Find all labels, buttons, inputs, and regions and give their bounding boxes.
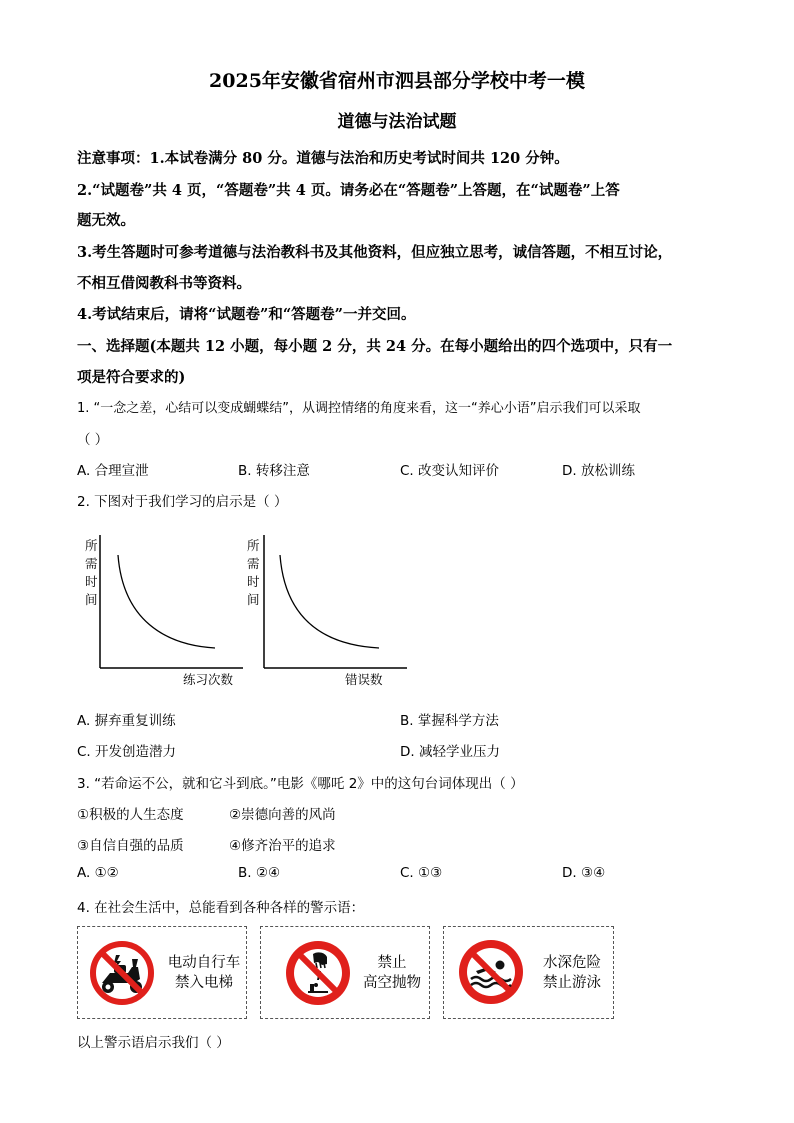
q3-item-4: ④修齐治平的追求 bbox=[229, 838, 336, 854]
graph1-ylabel-3: 时 bbox=[85, 574, 98, 589]
q1-option-c: C. 改变认知评价 bbox=[400, 463, 500, 479]
notes-line-1: 注意事项：1.本试卷满分 80 分。道德与法治和历史考试时间共 120 分钟。 bbox=[77, 150, 569, 167]
q2-option-a: A. 摒弃重复训练 bbox=[77, 713, 176, 729]
q3-option-d: D. ③④ bbox=[562, 865, 606, 881]
sign-no-swimming-line2: 禁止游泳 bbox=[543, 975, 601, 991]
sign-no-ebike-line2: 禁入电梯 bbox=[175, 975, 233, 991]
q1-option-d: D. 放松训练 bbox=[562, 463, 635, 479]
notes-line-4: 3.考生答题时可参考道德与法治教科书及其他资料，但应独立思考，诚信答题，不相互讨论， bbox=[77, 244, 673, 261]
graph1-ylabel-1: 所 bbox=[85, 538, 98, 553]
graph2-ylabel-4: 间 bbox=[247, 592, 260, 607]
sign-no-swimming-line1: 水深危险 bbox=[543, 955, 601, 971]
notes-line-6: 4.考试结束后，请将“试题卷”和“答题卷”一并交回。 bbox=[77, 306, 416, 323]
no-throwing-icon bbox=[283, 938, 353, 1008]
graph2-curve bbox=[280, 555, 379, 648]
graph1-ylabel-4: 间 bbox=[85, 592, 98, 607]
section-heading-line-2: 项是符合要求的) bbox=[77, 369, 186, 386]
graph2-xlabel: 错误数 bbox=[345, 672, 383, 687]
graph1-ylabel-2: 需 bbox=[85, 556, 98, 571]
no-swimming-icon bbox=[456, 937, 526, 1007]
sign-no-ebike-line1: 电动自行车 bbox=[167, 955, 241, 971]
q1-option-a: A. 合理宣泄 bbox=[77, 463, 149, 479]
graph-error-count bbox=[247, 535, 407, 687]
q2-stem: 2. 下图对于我们学习的启示是（ ） bbox=[77, 494, 288, 510]
sign-no-swimming bbox=[443, 926, 614, 1019]
q4-after: 以上警示语启示我们（ ） bbox=[77, 1035, 230, 1051]
notes-line-2: 2.“试题卷”共 4 页，“答题卷”共 4 页。请务必在“答题卷”上答题，在“试题卷”上答 bbox=[77, 182, 620, 199]
q3-item-2: ②崇德向善的风尚 bbox=[229, 807, 336, 823]
sign-no-ebike bbox=[77, 926, 247, 1019]
graph2-ylabel-2: 需 bbox=[247, 556, 260, 571]
q3-item-3: ③自信自强的品质 bbox=[77, 838, 184, 854]
notes-line-3: 题无效。 bbox=[77, 212, 135, 229]
no-ebike-icon bbox=[88, 939, 156, 1007]
q4-stem: 4. 在社会生活中，总能看到各种各样的警示语： bbox=[77, 900, 365, 916]
q3-item-1: ①积极的人生态度 bbox=[77, 807, 184, 823]
q3-option-c: C. ①③ bbox=[400, 865, 443, 881]
notes-line-5: 不相互借阅教科书等资料。 bbox=[77, 275, 251, 292]
q3-stem: 3. “若命运不公，就和它斗到底。”电影《哪吒 2》中的这句台词体现出（ ） bbox=[77, 776, 524, 792]
section-heading-line-1: 一、选择题(本题共 12 小题，每小题 2 分，共 24 分。在每小题给出的四个选项中，只有一 bbox=[77, 338, 673, 355]
sign-no-throwing bbox=[260, 926, 430, 1019]
q2-graphs bbox=[75, 525, 420, 695]
q1-option-b: B. 转移注意 bbox=[238, 463, 310, 479]
page-title: 2025年安徽省宿州市泗县部分学校中考一模 bbox=[209, 70, 585, 92]
sign-no-throwing-line2: 高空抛物 bbox=[363, 975, 421, 991]
sign-no-throwing-line1: 禁止 bbox=[377, 955, 407, 971]
graph-practice-count bbox=[85, 535, 243, 687]
q2-option-d: D. 减轻学业压力 bbox=[400, 744, 500, 760]
q1-paren: （ ） bbox=[77, 432, 109, 448]
graph2-ylabel-3: 时 bbox=[247, 574, 260, 589]
graph1-xlabel: 练习次数 bbox=[183, 672, 234, 687]
page-subtitle: 道德与法治试题 bbox=[337, 112, 457, 132]
q2-option-c: C. 开发创造潜力 bbox=[77, 744, 177, 760]
graph1-curve bbox=[118, 555, 215, 648]
q2-option-b: B. 掌握科学方法 bbox=[400, 713, 499, 729]
q3-option-b: B. ②④ bbox=[238, 865, 281, 881]
q3-option-a: A. ①② bbox=[77, 865, 119, 881]
graph2-ylabel-1: 所 bbox=[247, 538, 260, 553]
q1-stem: 1. “一念之差，心结可以变成蝴蝶结”，从调控情绪的角度来看，这一“养心小语”启示我们可以采取 bbox=[77, 401, 641, 416]
